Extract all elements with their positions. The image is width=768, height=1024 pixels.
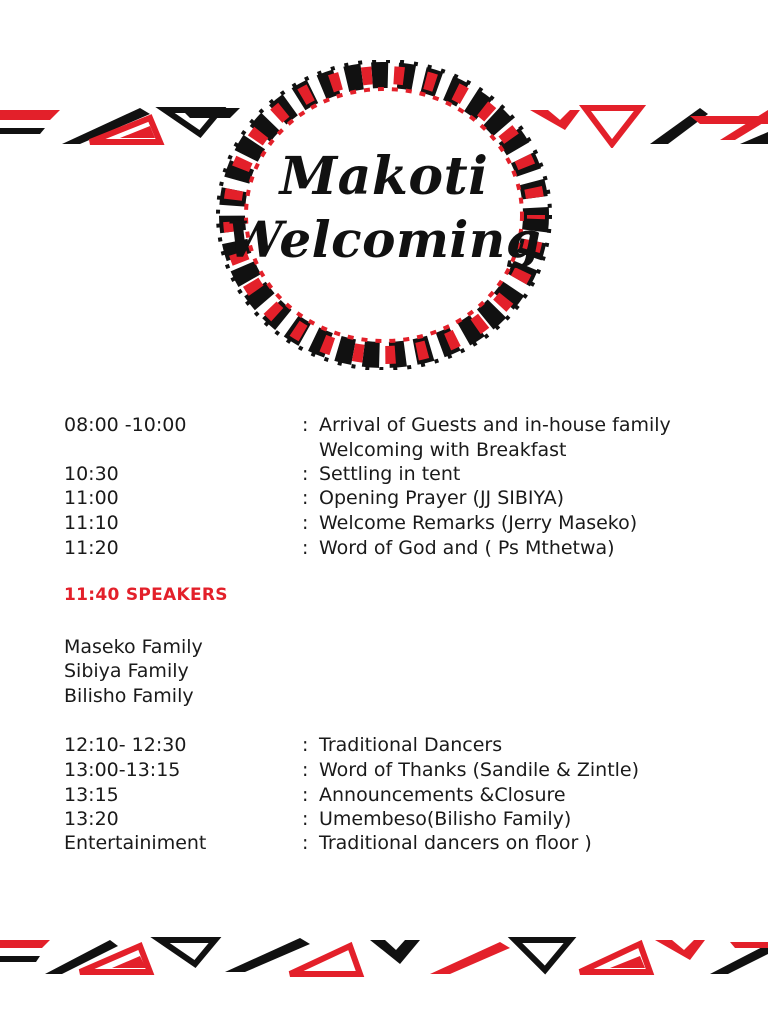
schedule-separator: : bbox=[302, 463, 309, 485]
schedule-row bbox=[64, 486, 744, 510]
bottom-pattern-band bbox=[0, 934, 768, 978]
schedule-row bbox=[64, 438, 744, 462]
speaker-family: Bilisho Family bbox=[64, 685, 194, 707]
schedule-time: 13:00-13:15 bbox=[64, 759, 181, 781]
schedule-description: Welcoming with Breakfast bbox=[319, 439, 567, 461]
schedule-separator: : bbox=[302, 784, 309, 806]
speakers-heading: 11:40 SPEAKERS bbox=[64, 585, 228, 605]
schedule-separator: : bbox=[302, 808, 309, 830]
schedule-row bbox=[64, 536, 744, 560]
speaker-family: Sibiya Family bbox=[64, 660, 189, 682]
schedule-time: 13:20 bbox=[64, 808, 119, 830]
schedule-row bbox=[64, 831, 744, 855]
schedule-description: Arrival of Guests and in-house family bbox=[319, 414, 671, 436]
schedule-time: 13:15 bbox=[64, 784, 119, 806]
schedule-separator: : bbox=[302, 414, 309, 436]
schedule-time: 10:30 bbox=[64, 463, 119, 485]
title-wreath bbox=[214, 60, 554, 370]
speaker-family: Maseko Family bbox=[64, 636, 203, 658]
schedule-description: Welcome Remarks (Jerry Maseko) bbox=[319, 512, 638, 534]
schedule-description: Umembeso(Bilisho Family) bbox=[319, 808, 572, 830]
schedule-separator: : bbox=[302, 734, 309, 756]
schedule-row bbox=[64, 758, 744, 782]
schedule-description: Word of Thanks (Sandile & Zintle) bbox=[319, 759, 640, 781]
schedule-time: 12:10- 12:30 bbox=[64, 734, 187, 756]
schedule-row bbox=[64, 807, 744, 831]
schedule-description: Announcements &Closure bbox=[319, 784, 566, 806]
schedule-separator: : bbox=[302, 832, 309, 854]
schedule-separator: : bbox=[302, 759, 309, 781]
schedule-separator: : bbox=[302, 512, 309, 534]
schedule-time: 11:10 bbox=[64, 512, 119, 534]
schedule-description: Traditional Dancers bbox=[319, 734, 503, 756]
schedule-description: Settling in tent bbox=[319, 463, 461, 485]
schedule-time: 11:00 bbox=[64, 487, 119, 509]
schedule-description: Opening Prayer (JJ SIBIYA) bbox=[319, 487, 565, 509]
schedule-time: 08:00 -10:00 bbox=[64, 414, 187, 436]
schedule-row bbox=[64, 511, 744, 535]
schedule-time: Entertainiment bbox=[64, 832, 207, 854]
schedule-separator: : bbox=[302, 487, 309, 509]
schedule-description: Word of God and ( Ps Mthetwa) bbox=[319, 537, 615, 559]
schedule-separator: : bbox=[302, 537, 309, 559]
schedule-time: 11:20 bbox=[64, 537, 119, 559]
schedule-row bbox=[64, 462, 744, 486]
title-line-1: Makoti bbox=[279, 146, 489, 207]
schedule-row bbox=[64, 783, 744, 807]
title-line-2: Welcoming bbox=[226, 210, 542, 269]
schedule-row bbox=[64, 413, 744, 437]
schedule-description: Traditional dancers on floor ) bbox=[319, 832, 592, 854]
schedule-row bbox=[64, 733, 744, 757]
